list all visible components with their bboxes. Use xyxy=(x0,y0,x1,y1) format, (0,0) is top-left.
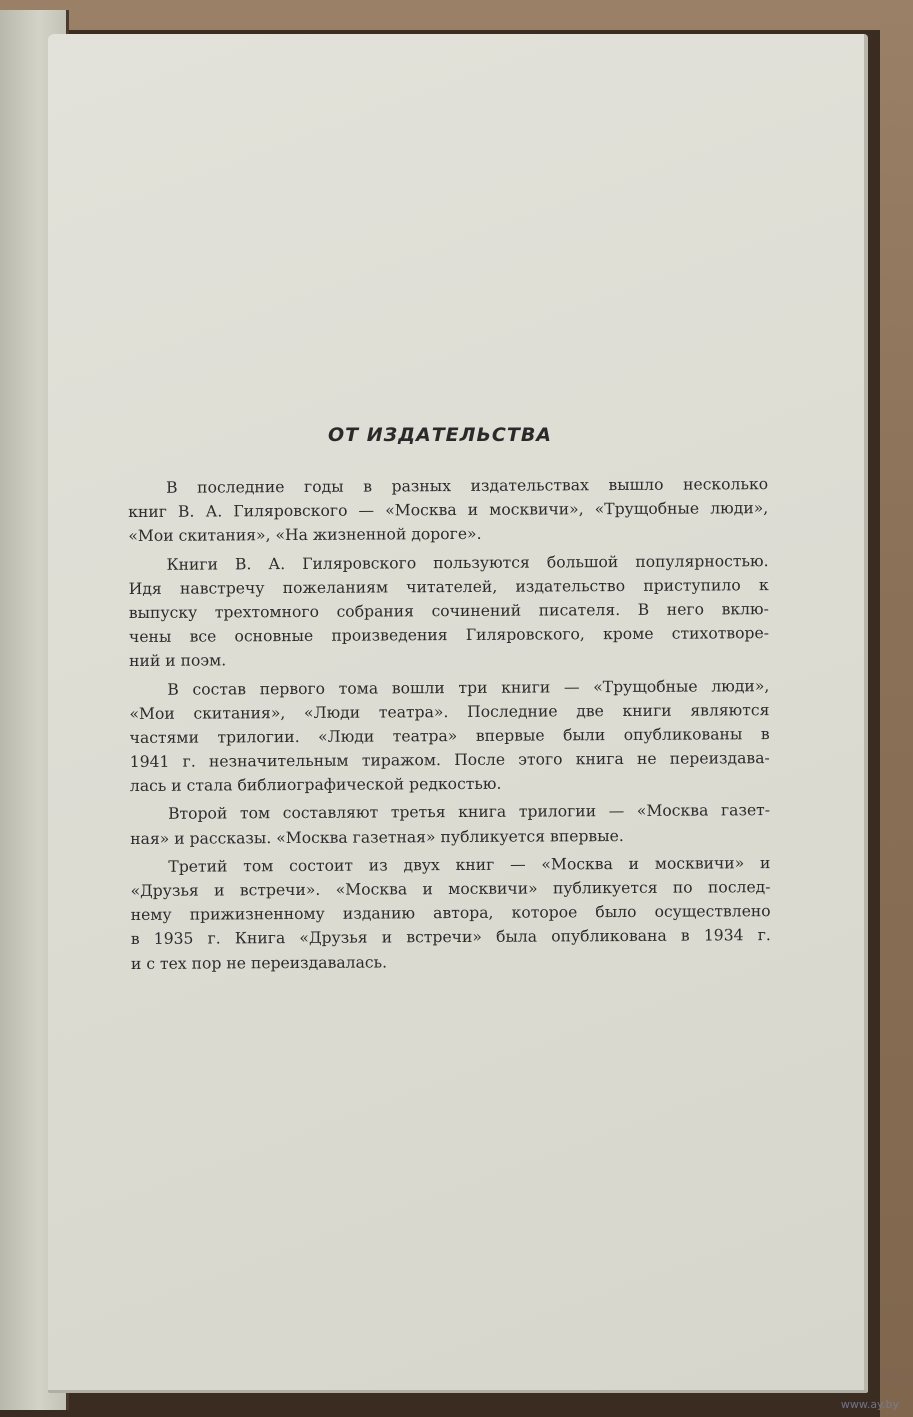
text-line: Третий том состоит из двух книг — «Москва и москвичи» и xyxy=(168,853,771,876)
paragraph-5 xyxy=(130,851,771,976)
text-line: «Мои скитания», «Люди театра». Последние две книги являются xyxy=(129,700,770,723)
text-line: в 1935 г. Книга «Друзья и встречи» была опубликована в 1934 г. xyxy=(130,926,771,949)
text-line: «Друзья и встречи». «Москва и москвичи» публикуется по послед- xyxy=(130,878,771,900)
text-line: книг В. А. Гиляровского — «Москва и москвичи», «Трущобные люди», xyxy=(128,499,769,522)
text-line: частями трилогии. «Люди театра» впервые были опубликованы в xyxy=(129,724,770,747)
text-line: лась и стала библиографической редкостью. xyxy=(129,774,502,796)
watermark: www.ay.by xyxy=(840,1398,899,1411)
text-line: Книги В. А. Гиляровского пользуются большой популярностью. xyxy=(166,551,769,574)
text-line: 1941 г. незначительным тиражом. После этого книга не переиздава- xyxy=(129,749,770,772)
text-line: выпуску трехтомного собрания сочинений писателя. В него вклю- xyxy=(128,600,769,622)
text-line: нему прижизненному изданию автора, которое было осуществлено xyxy=(130,902,771,925)
paragraph-3 xyxy=(129,674,770,799)
text-line: Идя навстречу пожеланиям читателей, издательство приступило к xyxy=(128,575,769,598)
text-line: чены все основные произведения Гиляровского, кроме стихотворе- xyxy=(128,624,770,647)
paragraph-4 xyxy=(130,799,770,851)
text-line: В состав первого тома вошли три книги — «Трущобные люди», xyxy=(167,676,770,699)
body-text xyxy=(128,472,771,980)
page-heading: ОТ ИЗДАТЕЛЬСТВА xyxy=(327,424,553,446)
paragraph-1 xyxy=(128,472,768,548)
text-line: «Мои скитания», «На жизненной дороге». xyxy=(128,525,482,546)
paragraph-2 xyxy=(128,549,769,674)
text-line: и с тех пор не переиздавалась. xyxy=(130,952,388,973)
text-line: Второй том составляют третья книга трилогии — «Москва газет- xyxy=(168,801,771,824)
text-line: В последние годы в разных издательствах вышло несколько xyxy=(166,475,769,497)
text-line: ная» и рассказы. «Москва газетная» публикуется впервые. xyxy=(130,826,624,848)
text-line: ний и поэм. xyxy=(129,651,227,671)
